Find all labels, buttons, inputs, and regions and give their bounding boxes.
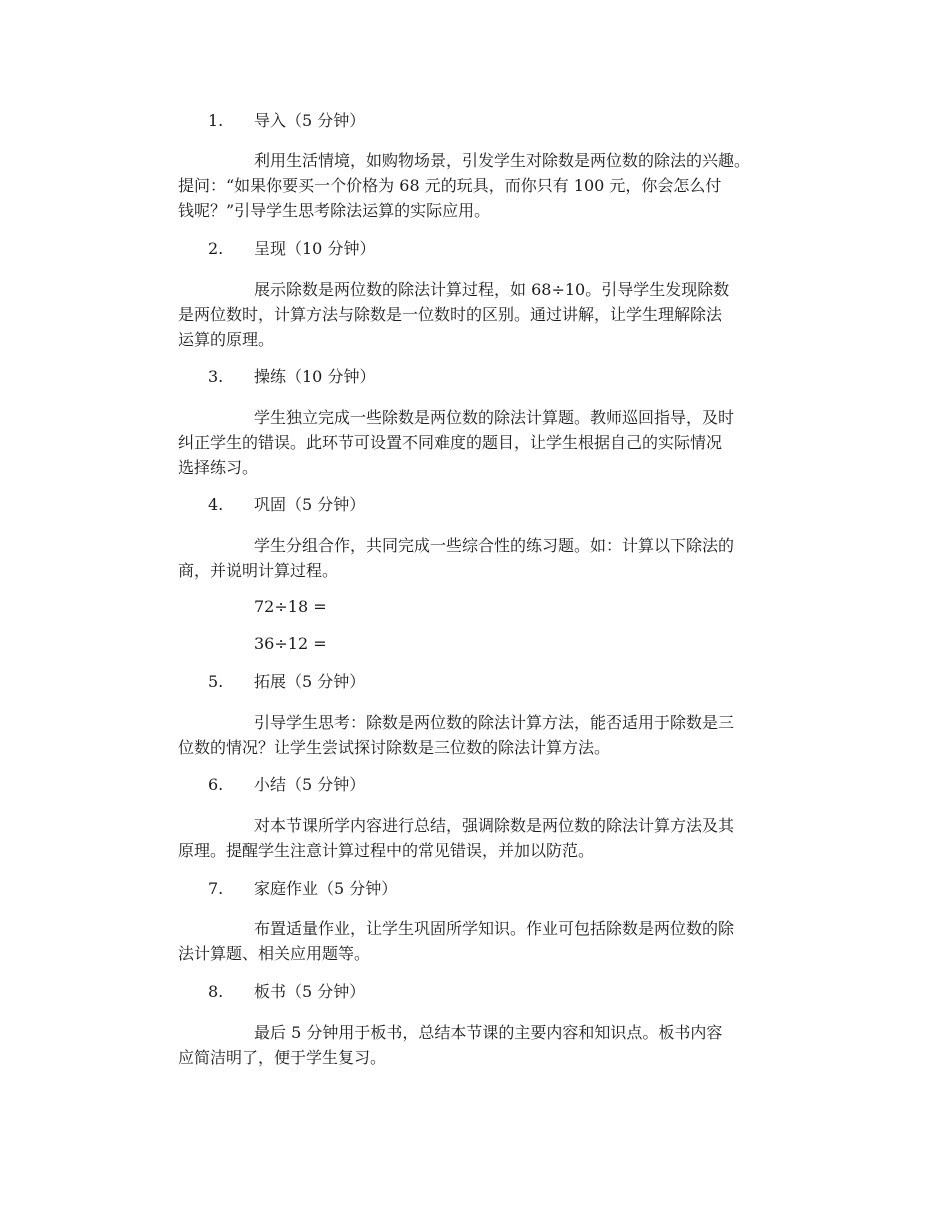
section-title: 家庭作业（5 分钟） [254,879,398,898]
paragraph-line: 最后 5 分钟用于板书，总结本节课的主要内容和知识点。板书内容 [254,1023,723,1042]
formula-1: 72÷18 = [254,597,327,616]
section-heading-7 [208,879,397,899]
paragraph-line: 是两位数时，计算方法与除数是一位数时的区别。通过讲解，让学生理解除法 [178,305,723,324]
section-heading-6 [208,775,365,795]
paragraph-line: 应简洁明了，便于学生复习。 [178,1048,387,1067]
section-heading-4 [208,495,365,515]
section-paragraph-2 [178,277,818,352]
section-number: 4. [208,495,224,514]
section-title: 导入（5 分钟） [254,111,366,130]
section-paragraph-1 [178,148,818,223]
paragraph-line: 纠正学生的错误。此环节可设置不同难度的题目，让学生根据自己的实际情况 [178,433,723,452]
paragraph-line: 布置适量作业，让学生巩固所学知识。作业可包括除数是两位数的除 [254,919,735,938]
paragraph-line: 商，并说明计算过程。 [178,561,339,580]
paragraph-line: 学生分组合作，共同完成一些综合性的练习题。如：计算以下除法的 [254,536,735,555]
section-heading-2 [208,239,375,259]
section-heading-3 [208,367,375,387]
paragraph-line: 选择练习。 [178,458,259,477]
section-number: 5. [208,672,224,691]
paragraph-line: 学生独立完成一些除数是两位数的除法计算题。教师巡回指导，及时 [254,408,735,427]
paragraph-line: 利用生活情境，如购物场景，引发学生对除数是两位数的除法的兴趣。 [254,151,751,170]
section-paragraph-3 [178,405,818,480]
paragraph-line: 运算的原理。 [178,330,275,349]
section-title: 拓展（5 分钟） [254,672,366,691]
paragraph-line: 展示除数是两位数的除法计算过程，如 68÷10。引导学生发现除数 [254,280,730,299]
section-paragraph-7 [178,916,818,966]
paragraph-line: 提问：“如果你要买一个价格为 68 元的玩具，而你只有 100 元，你会怎么付 [178,176,722,195]
section-number: 3. [208,367,224,386]
section-heading-1 [208,111,365,131]
section-paragraph-4 [178,533,818,583]
section-title: 板书（5 分钟） [254,982,366,1001]
section-title: 操练（10 分钟） [254,367,376,386]
paragraph-line: 引导学生思考：除数是两位数的除法计算方法，能否适用于除数是三 [254,713,735,732]
section-number: 1. [208,111,224,130]
section-number: 7. [208,879,224,898]
section-title: 巩固（5 分钟） [254,495,366,514]
section-heading-8 [208,982,365,1002]
section-paragraph-5 [178,710,818,760]
formula-2: 36÷12 = [254,634,327,653]
section-title: 小结（5 分钟） [254,775,366,794]
section-title: 呈现（10 分钟） [254,239,376,258]
section-paragraph-6 [178,813,818,863]
section-number: 2. [208,239,224,258]
section-number: 6. [208,775,224,794]
section-paragraph-8 [178,1020,818,1070]
paragraph-line: 原理。提醒学生注意计算过程中的常见错误，并加以防范。 [178,841,595,860]
paragraph-line: 法计算题、相关应用题等。 [178,944,371,963]
section-heading-5 [208,672,365,692]
paragraph-line: 对本节课所学内容进行总结，强调除数是两位数的除法计算方法及其 [254,816,735,835]
section-number: 8. [208,982,224,1001]
paragraph-line: 钱呢？”引导学生思考除法运算的实际应用。 [178,201,491,220]
paragraph-line: 位数的情况？让学生尝试探讨除数是三位数的除法计算方法。 [178,738,611,757]
